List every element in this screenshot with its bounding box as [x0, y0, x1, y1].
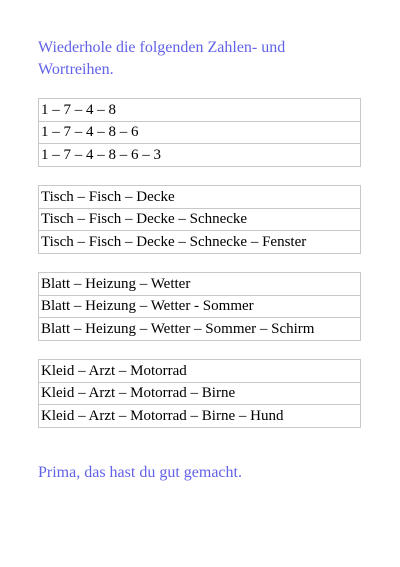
sequence-cell: Blatt – Heizung – Wetter - Sommer — [39, 295, 361, 318]
sequence-cell: Tisch – Fisch – Decke – Schnecke — [39, 208, 361, 231]
sequence-cell: Kleid – Arzt – Motorrad – Birne – Hund — [39, 405, 361, 428]
word-sequence-table — [38, 185, 361, 254]
table-row — [39, 144, 361, 167]
table-row — [39, 295, 361, 318]
table-row — [39, 273, 361, 296]
table-row — [39, 99, 361, 122]
word-sequence-table — [38, 359, 361, 428]
table-row — [39, 231, 361, 254]
sequence-cell: Tisch – Fisch – Decke – Schnecke – Fenster — [39, 231, 361, 254]
closing-text: Prima, das hast du gut gemacht. — [38, 464, 242, 481]
table-row — [39, 208, 361, 231]
number-sequence-table — [38, 98, 361, 167]
sequence-cell: Blatt – Heizung – Wetter — [39, 273, 361, 296]
sequence-cell: 1 – 7 – 4 – 8 – 6 — [39, 121, 361, 144]
sequence-cell: Tisch – Fisch – Decke — [39, 186, 361, 209]
sequence-cell: 1 – 7 – 4 – 8 – 6 – 3 — [39, 144, 361, 167]
instruction-text: Wiederhole die folgenden Zahlen- und Wortreihen. — [38, 39, 286, 78]
sequence-cell: Kleid – Arzt – Motorrad – Birne — [39, 382, 361, 405]
word-sequence-table — [38, 272, 361, 341]
sequence-cell: Blatt – Heizung – Wetter – Sommer – Schirm — [39, 318, 361, 341]
table-row — [39, 318, 361, 341]
table-row — [39, 360, 361, 383]
sequence-cell: 1 – 7 – 4 – 8 — [39, 99, 361, 122]
table-row — [39, 405, 361, 428]
table-row — [39, 186, 361, 209]
sequence-cell: Kleid – Arzt – Motorrad — [39, 360, 361, 383]
table-row — [39, 121, 361, 144]
table-row — [39, 382, 361, 405]
